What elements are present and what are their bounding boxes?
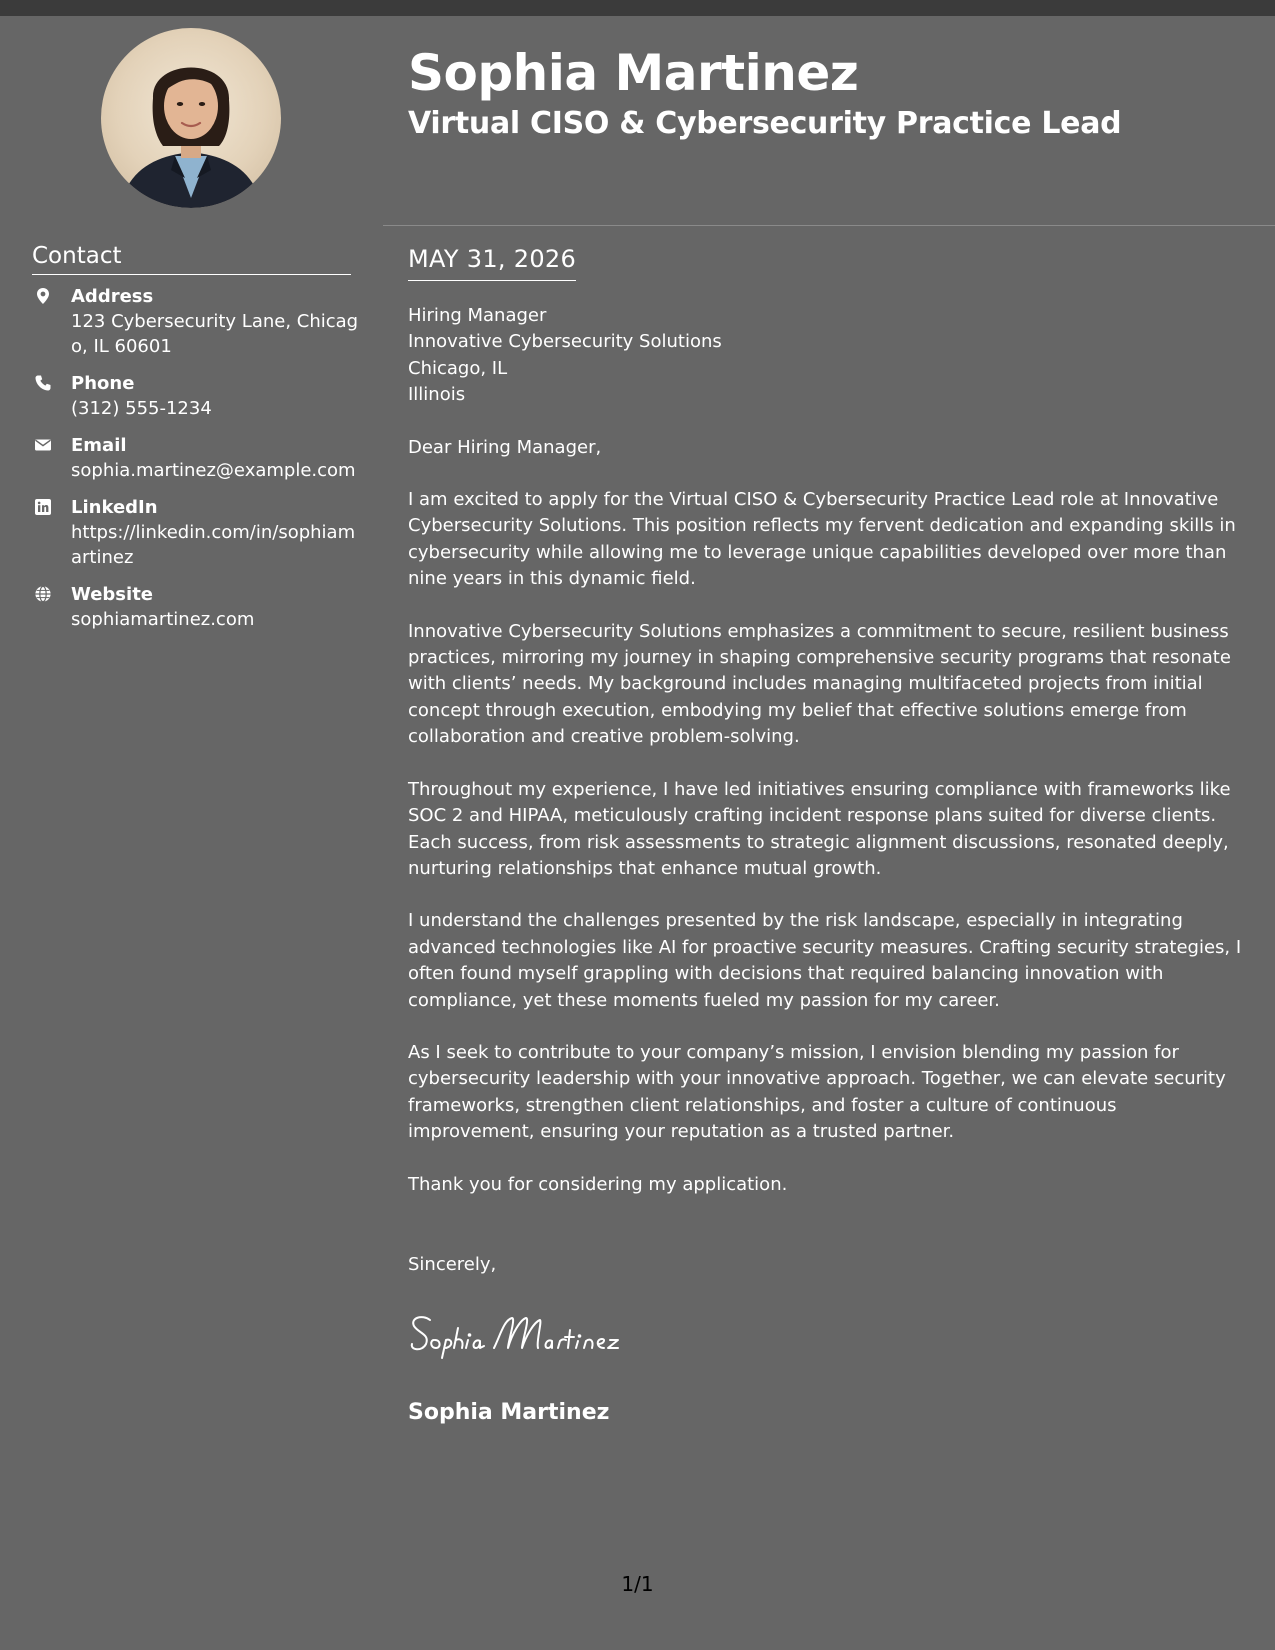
- salutation: Dear Hiring Manager,: [408, 436, 602, 458]
- phone-value: (312) 555-1234: [71, 398, 212, 419]
- header: [408, 40, 1248, 142]
- address-value: 123 Cybersecurity Lane, Chicago, IL 60601: [71, 311, 359, 357]
- page-number: 1/1: [621, 1572, 654, 1596]
- globe-icon: [34, 585, 52, 603]
- address-label: Address: [71, 286, 154, 307]
- recipient-line: Chicago, IL: [408, 357, 508, 379]
- linkedin-icon: [34, 498, 52, 516]
- closing: Sincerely,: [408, 1253, 497, 1275]
- email-value[interactable]: sophia.martinez@example.com: [71, 460, 356, 481]
- applicant-name: Sophia Martinez: [408, 44, 859, 102]
- recipient-line: Hiring Manager: [408, 305, 547, 326]
- email-label: Email: [71, 435, 127, 456]
- signature-image: [408, 1306, 1248, 1364]
- linkedin-label: LinkedIn: [71, 497, 158, 518]
- phone-label: Phone: [71, 373, 135, 394]
- map-pin-icon: [34, 287, 52, 305]
- website-value[interactable]: sophiamartinez.com: [71, 609, 255, 630]
- contact-item-address: [32, 284, 362, 359]
- contact-item-email: [32, 433, 362, 483]
- contact-item-phone: [32, 371, 362, 421]
- recipient-line: Illinois: [408, 384, 466, 406]
- letter-paragraph: Innovative Cybersecurity Solutions emphasizes a commitment to secure, resilient business practices, mirroring my journey in shaping comprehensive security programs that resonate with clients’ needs. My background includes managing multifaceted projects from initial concept through execution, embodying my belief that effective solutions emerge from collaboration and creative problem-solving.: [408, 620, 1231, 748]
- contact-heading: Contact: [32, 242, 351, 275]
- phone-icon: [34, 374, 52, 392]
- recipient-block: [408, 303, 1248, 409]
- envelope-icon: [34, 436, 52, 454]
- letter-body: [408, 244, 1248, 1428]
- signed-name: Sophia Martinez: [408, 1400, 610, 1426]
- profile-photo-illustration: [101, 28, 281, 208]
- recipient-line: Innovative Cybersecurity Solutions: [408, 331, 722, 353]
- letter-date: MAY 31, 2026: [408, 244, 576, 281]
- header-divider: [383, 225, 1275, 226]
- contact-item-website: [32, 582, 362, 632]
- letter-paragraph: I am excited to apply for the Virtual CISO & Cybersecurity Practice Lead role at Innovative Cybersecurity Solutions. This position reflects my fervent dedication and expanding skills in cybersecurity while allowing me to leverage unique capabilities developed over more than nine years in this dynamic field.: [408, 489, 1236, 590]
- top-bar: [0, 0, 1275, 16]
- letter-paragraph: Thank you for considering my application.: [408, 1173, 788, 1195]
- linkedin-value[interactable]: https://linkedin.com/in/sophiamartinez: [71, 522, 356, 568]
- website-label: Website: [71, 584, 154, 605]
- contact-item-linkedin: [32, 495, 362, 570]
- avatar: [101, 28, 281, 208]
- letter-paragraph: I understand the challenges presented by the risk landscape, especially in integrating advanced technologies like AI for proactive security measures. Crafting security strategies, I often found myself grappling with decisions that required balancing innovation with compliance, yet these moments fueled my passion for my career.: [408, 910, 1242, 1011]
- job-title: Virtual CISO & Cybersecurity Practice Lead: [408, 106, 1122, 141]
- contact-list: [32, 284, 362, 644]
- sidebar: [0, 16, 383, 1650]
- handwritten-signature: [408, 1306, 678, 1364]
- letter-paragraph: Throughout my experience, I have led initiatives ensuring compliance with frameworks like SOC 2 and HIPAA, meticulously crafting incident response plans suited for diverse clients. Each success, from risk assessments to strategic alignment discussions, resonated deeply, nurturing relationships that enhance mutual growth.: [408, 778, 1231, 879]
- letter-paragraph: As I seek to contribute to your company’s mission, I envision blending my passion for cybersecurity leadership with your innovative approach. Together, we can elevate security frameworks, strengthen client relationships, and foster a culture of continuous improvement, ensuring your reputation as a trusted partner.: [408, 1041, 1226, 1143]
